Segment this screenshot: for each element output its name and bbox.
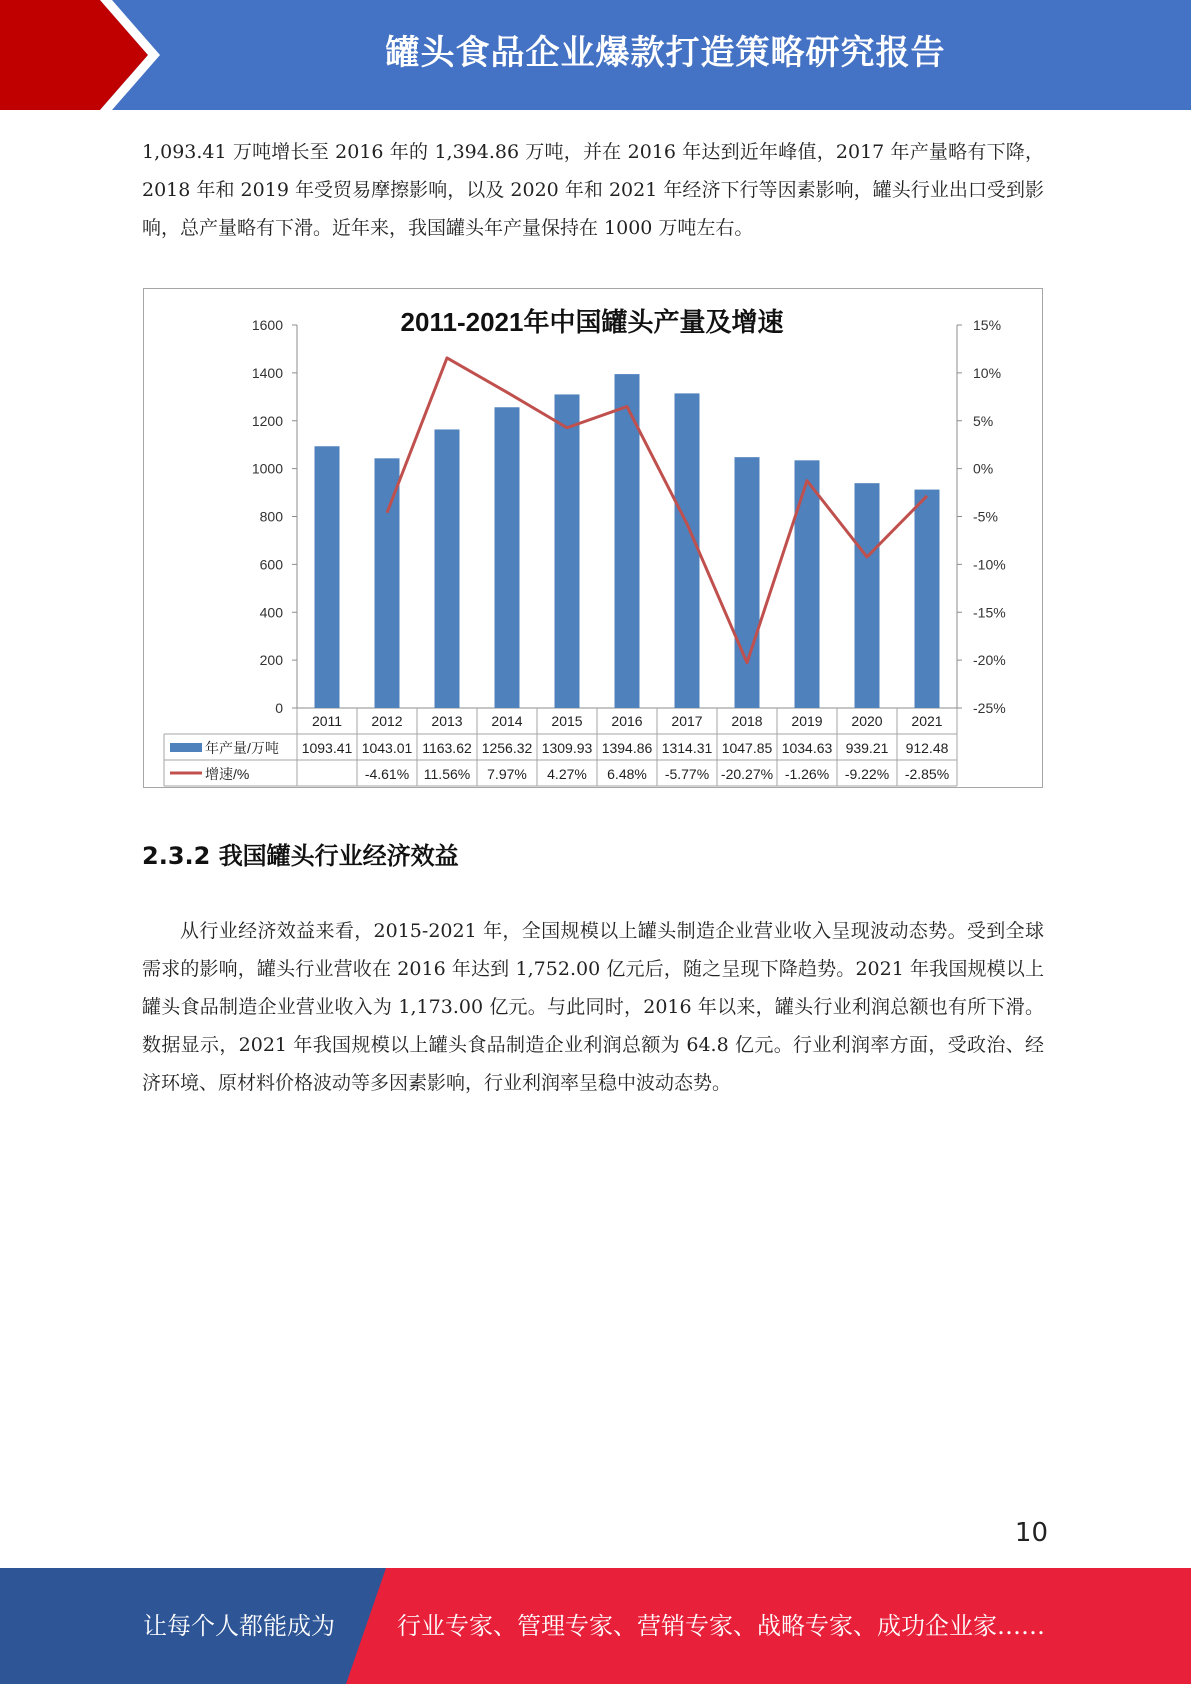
category-label-2019: 2019 [791,713,823,729]
bar-2021 [915,490,940,708]
category-label-2011: 2011 [311,713,343,729]
page-header [0,0,1191,110]
table-value-growth: 7.97% [487,766,527,782]
legend-bar-swatch [170,743,202,752]
table-value-growth: -1.26% [784,766,830,782]
table-value-growth: -2.85% [904,766,950,782]
table-value-growth: 4.27% [547,766,587,782]
category-label-2012: 2012 [371,713,403,729]
category-label-2014: 2014 [491,713,523,729]
right-axis-tick-label: -25% [973,700,1006,716]
body-paragraph-1: 1,093.41 万吨增长至 2016 年的 1,394.86 万吨，并在 2016 年达到近年峰值，2017 年产量略有下降，2018 年和 2019 年受贸易摩擦影响，以及 2020 年和 2021 年经济下行等因素影响，罐头行业出口受到影响，总产量略有下滑。近年来，我国罐头年产量保持在 1000 万吨左右。 [142,141,1044,239]
right-axis-tick-label: 15% [973,317,1002,333]
table-value-production: 1043.01 [361,740,413,756]
header-arrow-decoration [0,0,160,110]
left-axis-tick-label: 1000 [251,460,283,477]
table-value-production: 1394.86 [601,740,653,756]
left-axis-tick-label: 1600 [251,317,283,333]
bar-2019 [795,460,820,708]
category-label-2018: 2018 [731,713,763,729]
legend-line-label: 增速/% [205,766,250,782]
table-value-production: 1163.62 [422,740,472,756]
bar-2020 [855,483,880,708]
left-axis-tick-label: 600 [259,556,283,573]
table-value-production: 1314.31 [661,740,713,756]
right-axis-tick-label: -5% [973,508,998,525]
category-label-2021: 2021 [911,713,943,729]
category-label-2017: 2017 [671,713,703,729]
category-label-2015: 2015 [551,713,583,729]
growth-rate-line [387,358,927,663]
table-value-growth: 6.48% [607,766,647,782]
footer-slogan-left: 让每个人都能成为 [143,1612,335,1640]
chart-title: 2011-2021年中国罐头产量及增速 [400,307,784,337]
table-value-growth: -20.27% [720,766,774,782]
right-axis-tick-label: -20% [973,652,1006,669]
left-axis-tick-label: 800 [259,508,283,525]
table-value-growth: -9.22% [844,766,890,782]
right-axis-tick-label: -15% [973,604,1006,621]
table-value-production: 1256.32 [481,740,533,756]
bar-2015 [555,394,580,708]
left-axis-tick-label: 400 [259,604,283,621]
report-title: 罐头食品企业爆款打造策略研究报告 [385,33,946,73]
footer-slogan-right: 行业专家、管理专家、营销专家、战略专家、成功企业家…… [397,1612,1045,1640]
right-axis-tick-label: -10% [973,556,1006,573]
right-axis-tick-label: 0% [973,460,994,477]
table-value-production: 939.21 [845,740,889,756]
body-paragraph-2: 从行业经济效益来看，2015-2021 年，全国规模以上罐头制造企业营业收入呈现波动态势。受到全球需求的影响，罐头行业营收在 2016 年达到 1,752.00 亿元后，随之呈现下降趋势。2021 年我国规模以上罐头食品制造企业营业收入为 1,173.00 亿元。与此同时，2016 年以来，罐头行业利润总额也有所下滑。数据显示，2021 年我国规模以上罐头食品制造企业利润总额为 64.8 亿元。行业利润率方面，受政治、经济环境、原材料价格波动等多因素影响，行业利润率呈稳中波动态势。 [142,920,1044,1094]
section-heading: 2.3.2 我国罐头行业经济效益 [142,842,459,870]
table-value-production: 1034.63 [781,740,833,756]
left-axis-tick-label: 1200 [251,412,283,429]
production-chart [143,288,1043,788]
chart-svg [144,289,1044,789]
page-number: 10 [1014,1518,1048,1548]
table-value-production: 1309.93 [541,740,593,756]
table-value-growth: -4.61% [364,766,410,782]
bar-2013 [435,429,460,708]
page-footer [0,1568,1191,1684]
bar-2018 [735,457,760,708]
bar-2011 [315,446,340,708]
right-axis-tick-label: 5% [973,412,994,429]
table-value-production: 1093.41 [301,740,353,756]
bar-2012 [375,458,400,708]
left-axis-tick-label: 0 [275,700,283,716]
right-axis-tick-label: 10% [973,364,1002,381]
table-value-growth: -5.77% [664,766,710,782]
left-axis-tick-label: 200 [259,652,283,669]
bar-2014 [495,407,520,708]
table-value-growth: 11.56% [423,766,471,782]
bar-2017 [675,393,700,708]
table-value-production: 912.48 [905,740,949,756]
left-axis-tick-label: 1400 [251,364,283,381]
table-value-production: 1047.85 [721,740,773,756]
legend-bar-label: 年产量/万吨 [205,740,279,756]
category-label-2016: 2016 [611,713,643,729]
category-label-2020: 2020 [851,713,883,729]
category-label-2013: 2013 [431,713,463,729]
